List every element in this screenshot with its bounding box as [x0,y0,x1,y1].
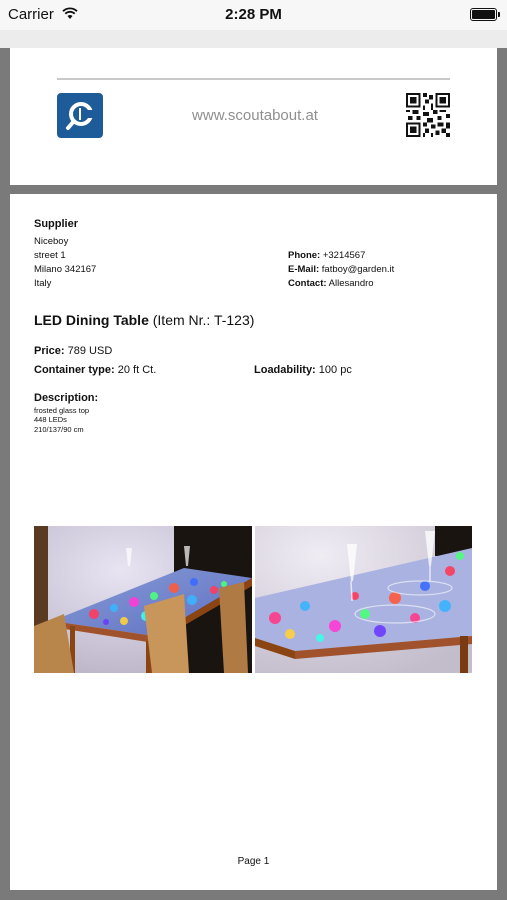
container-value: 20 ft Ct. [117,364,157,376]
toolbar-strip [0,30,507,48]
status-bar [0,0,507,30]
contact-label: Contact: [288,278,327,289]
loadability-label: Loadability: [254,364,316,376]
supplier-address-line: street 1 [34,250,66,261]
qr-code-icon [406,93,450,137]
header-rule [57,78,450,80]
contact-value: Allesandro [328,278,374,289]
description-line: frosted glass top [34,406,90,415]
product-title [34,312,254,328]
supplier-heading: Supplier [34,218,79,230]
loadability-value: 100 pc [318,364,352,376]
clock: 2:28 PM [225,6,282,23]
email-label: E-Mail: [288,264,320,275]
container-label: Container type: [34,364,115,376]
email-value[interactable]: fatboy@garden.it [321,264,395,275]
carrier-label: Carrier [8,6,54,23]
phone-label: Phone: [288,250,321,261]
scoutabout-logo-icon [57,93,103,138]
phone-value[interactable]: +3214567 [322,250,366,261]
product-photo [255,526,472,673]
product-item-number: (Item Nr.: T-123) [152,312,255,328]
contact-row [288,278,374,289]
content-page [10,194,497,890]
container-field [34,364,156,376]
description-label: Description: [34,392,99,404]
supplier-address-line: Milano 342167 [34,264,97,275]
product-name: LED Dining Table [34,312,149,328]
description-line: 448 LEDs [34,415,67,424]
header-page [10,48,497,185]
battery-icon [470,8,497,21]
supplier-address-line: Niceboy [34,236,69,247]
product-photo [34,526,252,673]
description-heading [34,392,98,404]
email-row [288,264,394,275]
header-url[interactable]: www.scoutabout.at [192,107,318,124]
price-field [34,345,112,357]
price-label: Price: [34,345,65,357]
loadability-field [254,364,352,376]
price-value: 789 USD [67,345,113,357]
supplier-address-line: Italy [34,278,52,289]
phone-row [288,250,365,261]
description-line: 210/137/90 cm [34,425,84,434]
page-number: Page 1 [237,856,270,867]
